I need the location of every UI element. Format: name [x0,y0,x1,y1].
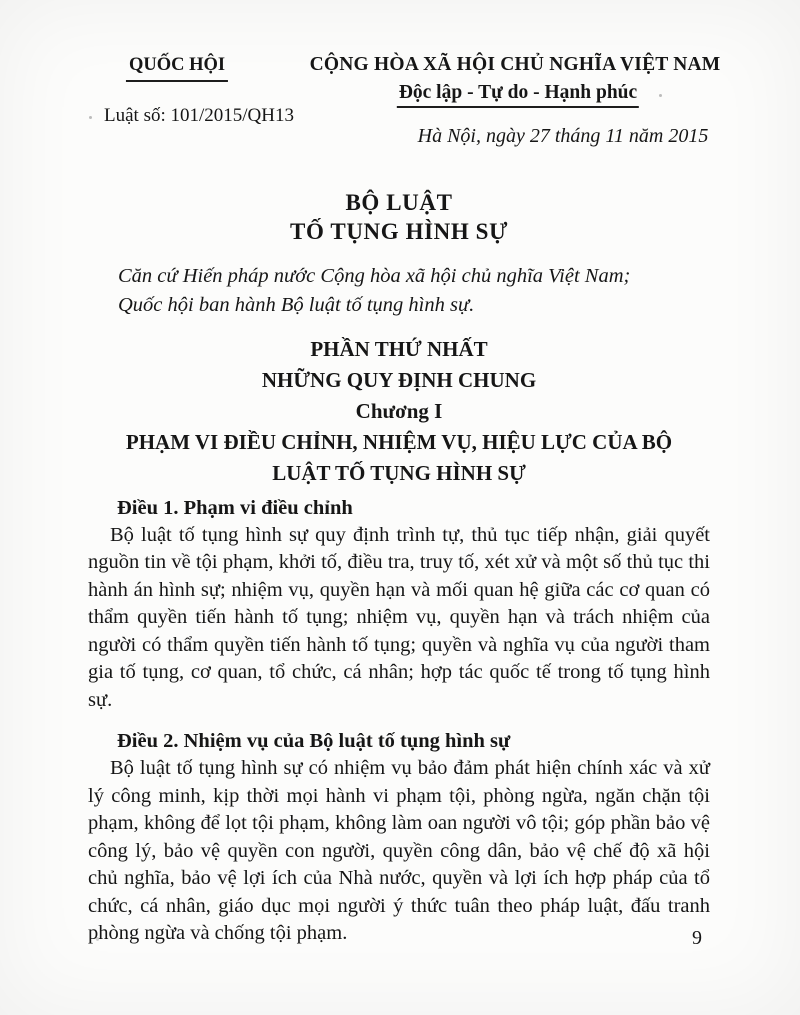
scan-speck [89,116,92,119]
scan-speck [659,94,662,97]
preamble-line-1: Căn cứ Hiến pháp nước Cộng hòa xã hội chủ nghĩa Việt Nam; [118,264,631,287]
scan-speck [96,937,99,941]
law-number: Luật số: 101/2015/QH13 [104,105,294,126]
document-title-line-1: BỘ LUẬT [345,190,453,216]
chapter-title-line-1: PHẠM VI ĐIỀU CHỈNH, NHIỆM VỤ, HIỆU LỰC CỦA BỘ [125,429,673,454]
chapter-label: Chương I [355,398,443,423]
preamble-line-2: Quốc hội ban hành Bộ luật tố tụng hình sự. [118,293,475,316]
part-title: NHỮNG QUY ĐỊNH CHUNG [261,367,537,392]
document-title [88,188,710,246]
article-1 [88,495,710,715]
article-2 [88,728,710,948]
article-2-heading: Điều 2. Nhiệm vụ của Bộ luật tố tụng hình sự [117,730,511,753]
document-header [0,0,800,173]
preamble [118,262,710,320]
national-title: CỘNG HÒA XÃ HỘI CHỦ NGHĨA VIỆT NAM [309,54,721,75]
chapter-title [88,427,710,489]
issuer-name: QUỐC HỘI [126,54,228,82]
article-1-heading: Điều 1. Phạm vi điều chỉnh [117,496,353,519]
chapter-title-line-2: LUẬT TỐ TỤNG HÌNH SỰ [272,460,526,485]
national-motto: Độc lập - Tự do - Hạnh phúc [397,81,639,108]
dateline: Hà Nội, ngày 27 tháng 11 năm 2015 [417,125,709,147]
article-2-body: Bộ luật tố tụng hình sự có nhiệm vụ bảo đảm phát hiện chính xác và xử lý công minh, kịp thời mọi hành vi phạm tội, phòng ngừa, ngăn chặn tội phạm, không để lọt tội phạm, không làm oan người vô tội; góp phần bảo vệ công lý, bảo vệ quyền con người, quyền công dân, bảo vệ chế độ xã hội chủ nghĩa, bảo vệ lợi ích của Nhà nước, quyền và lợi ích hợp pháp của tổ chức, cá nhân, giáo dục mọi người ý thức tuân theo pháp luật, đấu tranh phòng ngừa và chống tội phạm. [88,757,710,945]
page-number: 9 [692,927,702,949]
part-label: PHẦN THỨ NHẤT [310,336,488,361]
article-1-body: Bộ luật tố tụng hình sự quy định trình tự, thủ tục tiếp nhận, giải quyết nguồn tin về tội phạm, khởi tố, điều tra, truy tố, xét xử và một số thủ tục thi hành án hình sự; nhiệm vụ, quyền hạn và mối quan hệ giữa các cơ quan có thẩm quyền tiến hành tố tụng; nhiệm vụ, quyền hạn và trách nhiệm của người có thẩm quyền tiến hành tố tụng; quyền và nghĩa vụ của người tham gia tố tụng, cơ quan, tổ chức, cá nhân; hợp tác quốc tế trong tố tụng hình sự. [88,523,710,711]
document-title-line-2: TỐ TỤNG HÌNH SỰ [290,219,508,245]
